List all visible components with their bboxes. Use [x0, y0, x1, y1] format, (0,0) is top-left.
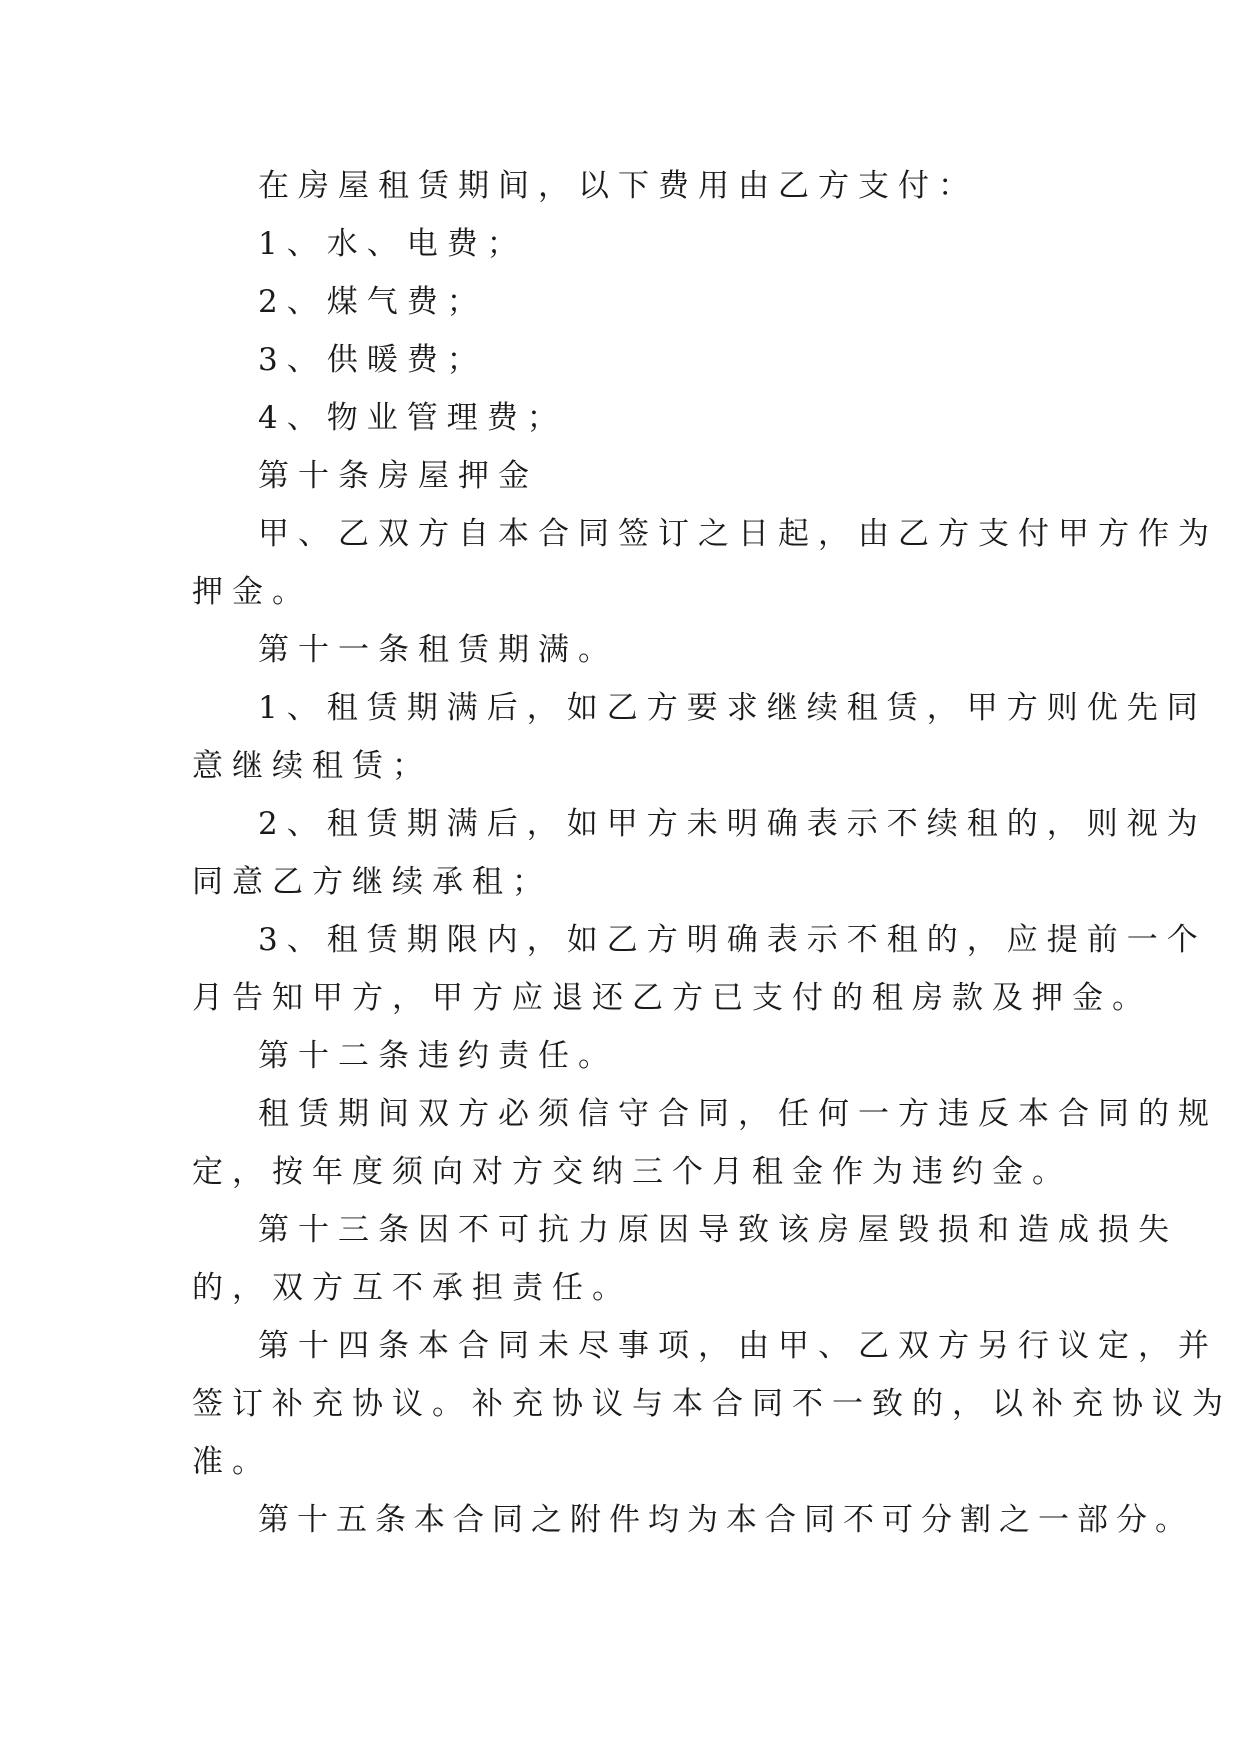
list-item-property-fee: 4、物业管理费；	[258, 400, 567, 436]
article-15-line-1: 第十五条本合同之附件均为本合同不可分割之一部分。	[258, 1502, 1194, 1538]
article-14-line-3: 准。	[192, 1444, 272, 1480]
article-12-text-line-2: 定，按年度须向对方交纳三个月租金作为违约金。	[192, 1154, 1072, 1190]
article-11-item-3-line-2: 月告知甲方，甲方应退还乙方已支付的租房款及押金。	[192, 980, 1152, 1016]
list-item-water-electric: 1、水、电费；	[258, 226, 527, 262]
article-13-line-1: 第十三条因不可抗力原因导致该房屋毁损和造成损失	[258, 1212, 1178, 1248]
article-12-heading: 第十二条违约责任。	[258, 1038, 618, 1074]
article-11-item-2-line-2: 同意乙方继续承租；	[192, 864, 552, 900]
article-11-item-1-line-2: 意继续租赁；	[192, 748, 432, 784]
article-14-line-2: 签订补充协议。补充协议与本合同不一致的，以补充协议为	[192, 1386, 1232, 1422]
article-11-item-1-line-1: 1、租赁期满后，如乙方要求继续租赁，甲方则优先同	[258, 690, 1207, 726]
list-item-heating: 3、供暖费；	[258, 342, 487, 378]
article-12-text-line-1: 租赁期间双方必须信守合同，任何一方违反本合同的规	[258, 1096, 1218, 1132]
article-10-text-line-2: 押金。	[192, 574, 312, 610]
article-11-item-3-line-1: 3、租赁期限内，如乙方明确表示不租的，应提前一个	[258, 922, 1207, 958]
article-13-line-2: 的，双方互不承担责任。	[192, 1270, 632, 1306]
list-item-gas: 2、煤气费；	[258, 284, 487, 320]
article-10-text-line-1: 甲、乙双方自本合同签订之日起，由乙方支付甲方作为	[258, 516, 1218, 552]
article-11-heading: 第十一条租赁期满。	[258, 632, 618, 668]
article-11-item-2-line-1: 2、租赁期满后，如甲方未明确表示不续租的，则视为	[258, 806, 1207, 842]
article-10-heading: 第十条房屋押金	[258, 458, 538, 494]
article-14-line-1: 第十四条本合同未尽事项，由甲、乙双方另行议定，并	[258, 1328, 1218, 1364]
paragraph-expenses-intro: 在房屋租赁期间，以下费用由乙方支付：	[258, 168, 978, 204]
